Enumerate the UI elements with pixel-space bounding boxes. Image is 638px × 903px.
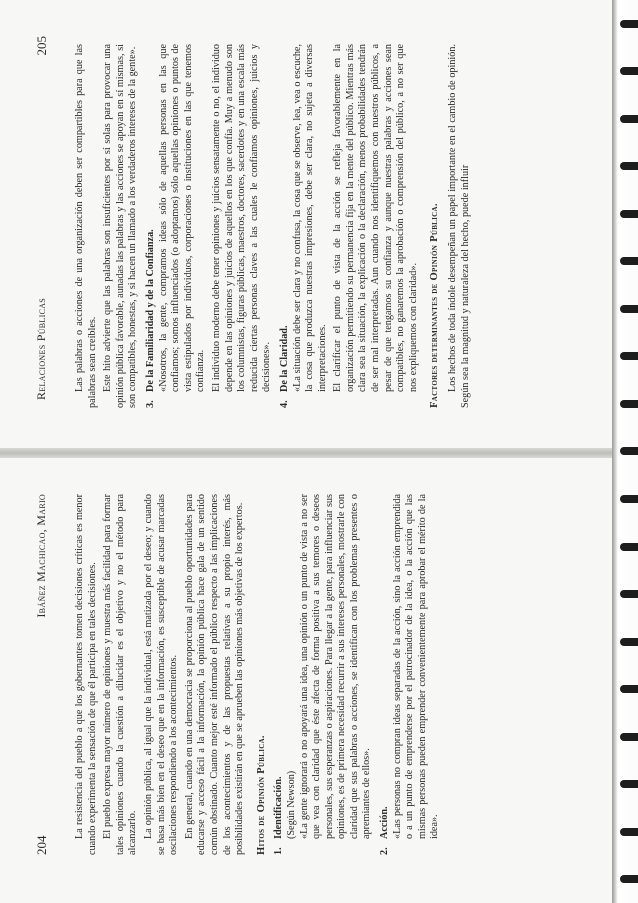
left-page-header <box>34 494 50 855</box>
binding-ring <box>620 67 638 75</box>
binding-ring <box>620 400 638 408</box>
list-item <box>145 44 274 408</box>
left-page <box>0 458 612 903</box>
item-title: De la Claridad. <box>278 325 290 392</box>
binding-ring <box>620 685 638 693</box>
list-item <box>273 494 374 855</box>
binding-ring <box>620 447 638 455</box>
binding-ring <box>620 305 638 313</box>
paragraph: En general, cuando en una democracia se proporciona al pueblo oportunidades para educarse y acceso fácil a la información, la opinión pública hace gala de un sentido común obstinado. Cuanto mejor esté informado el público respecto a las implicaciones de los acontecimientos y de las propuestas relativas a su propio interés, más posibilidades existirán en que se aprueben las opiniones más objetivas de los expertos. <box>183 494 246 855</box>
paragraph: Los hechos de toda índole desempeñan un papel importante en el cambio de opinión. Según sea la magnitud y naturaleza del hecho, puede influir <box>447 44 471 408</box>
item-text: El individuo moderno debe tener opiniones y juicios sensatamente o no, el individuo depende en las opiniones y juicios de aquellos en los que confía. Muy a menudo son los columnistas, figuras públicas, maestros, doctores, sacerdotes y en una escala más reducida ciertas personas claves a las cuales le confiamos opiniones, juicios y decisiones». <box>210 44 273 392</box>
item-source: (Según Newson) <box>285 770 297 839</box>
item-text: «Nosotros, la gente, compramos ideas sólo de aquellas personas en las que confiamos; somos influenciados (o adoptamos) sólo aquellas opiniones o puntos de vista estipulados por individuos, corporaciones o instituciones en las que tenemos confianza. <box>157 44 207 392</box>
binding-ring <box>620 20 638 28</box>
binding-ring <box>620 828 638 836</box>
page-number: 205 <box>34 36 49 56</box>
paragraph: Las palabras o acciones de una organización deben ser compartibles para que las palabras sean creíbles. <box>74 44 98 408</box>
binding-ring <box>620 875 638 883</box>
right-page <box>0 0 612 448</box>
item-number: 1. <box>273 847 285 855</box>
binding-ring <box>620 733 638 741</box>
binding-ring <box>620 590 638 598</box>
item-text: «Las personas no compran ideas separadas de la acción, sino la acción emprendida o a un punto de emprenderse por el patrocinador de la idea, o la acción que las mismas personas pueden emprender convenientemente para aprobar el mérito de la idea». <box>391 494 441 839</box>
paragraph: La resistencia del pueblo a que los gobernantes tomen decisiones críticas es menor cuando experimenta la sensación de que él participa en tales decisiones. <box>74 494 98 855</box>
spiral-binding <box>612 0 638 903</box>
page-edge-shadow <box>612 0 618 903</box>
item-title: Identificación. <box>273 776 285 839</box>
binding-ring <box>620 162 638 170</box>
binding-ring <box>620 543 638 551</box>
item-title: Acción. <box>379 806 391 839</box>
paragraph: El pueblo expresa mayor número de opiniones y muestra más facilidad para formar tales opiniones cuando la cuestión a dilucidar es el objetivo y no el método para alcanzarlo. <box>102 494 139 855</box>
running-head: Ibáñez Machicao, Mario <box>34 494 48 618</box>
item-text: «La gente ignorará o no apoyará una idea, una opinión o un punto de vista a no ser que vea con claridad que éste afecta de forma positiva a sus temores o deseos personales, sus esperanzas o aspiraciones. Para llegar a la gente, para influenciar sus opiniones, es de primera necesidad recurrir a sus intereses personales, mostrarle con claridad que sus palabras o acciones, se identifican con los problemas presentes o apremiantes de ellos». <box>298 494 373 839</box>
paragraph: Este hito advierte que las palabras son insuficientes por sí solas para provocar una opinión pública favorable, aunadas las palabras y las acciones se apoyan en sí mismas, si son compatibles, honestas, y si hacen un llamado a los verdaderos intereses de la gente». <box>102 44 139 408</box>
section-heading: Factores determinantes de Opinión Pública. <box>429 203 441 408</box>
page-gutter <box>0 448 612 458</box>
right-page-header <box>34 36 50 400</box>
item-title: De la Familiaridad y de la Confianza. <box>144 229 156 392</box>
running-head: Relaciones Públicas <box>34 297 48 400</box>
binding-ring <box>620 257 638 265</box>
item-number: 3. <box>144 400 156 408</box>
section-heading: Hitos de Opinión Pública. <box>255 735 267 855</box>
page-number: 204 <box>34 835 49 855</box>
binding-ring <box>620 210 638 218</box>
item-text: El clarificar el punto de vista de la acción se refleja favorablemente en la organización permitiendo su permanencia fija en la mente del público. Mientras más clara sea la situación, la explicación o la declaración, menos probabilidades tendrán de ser mal interpretadas. Aun cuando nos identifiquemos con nuestros públicos, a pesar de que tengamos su confianza y aunque nuestras palabras y acciones sean compatibles, no ganaremos la aprobación o comprensión del público, a no ser que nos expliquemos con claridad». <box>332 44 419 392</box>
list-item <box>379 494 442 855</box>
binding-ring <box>620 638 638 646</box>
item-number: 4. <box>278 400 290 408</box>
binding-ring <box>620 495 638 503</box>
binding-ring <box>620 780 638 788</box>
list-item <box>279 44 421 408</box>
binding-ring <box>620 352 638 360</box>
left-page-body <box>74 494 445 855</box>
item-text: «La situación debe ser clara y no confusa, la cosa que se observe, lea, vea o escuche, la cosa que produzca nuestras impresiones, debe ser clara, no sujeta a diversas interpretaciones. <box>291 44 328 392</box>
binding-ring <box>620 115 638 123</box>
paragraph: La opinión pública, al igual que la individual, está matizada por el deseo; y cuando se basa más bien en el deseo que en la información, es susceptible de acusar marcadas oscilaciones respondiendo a los acontecimientos. <box>142 494 180 855</box>
item-number: 2. <box>379 847 391 855</box>
right-page-body <box>74 44 475 408</box>
